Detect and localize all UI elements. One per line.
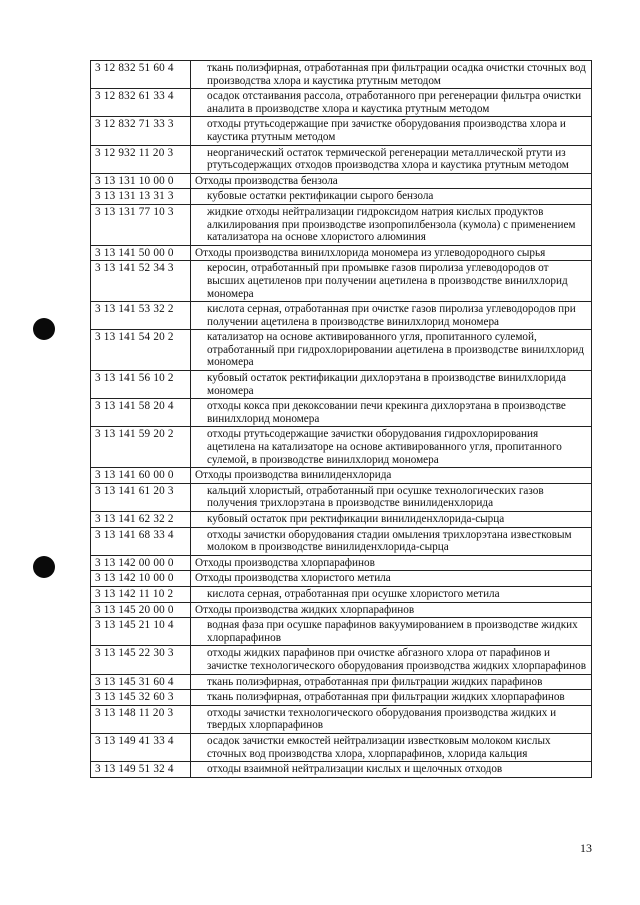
waste-description-cell: ткань полиэфирная, отработанная при фильтрации жидких хлорпарафинов [191, 690, 592, 706]
table-row [91, 61, 592, 89]
waste-description-cell: отходы зачистки технологического оборудования производства жидких и твердых хлорпарафинов [191, 705, 592, 733]
table-row [91, 399, 592, 427]
waste-code-cell: 3 13 131 10 00 0 [91, 173, 191, 189]
table-row [91, 89, 592, 117]
waste-description-cell: жидкие отходы нейтрализации гидроксидом натрия кислых продуктов алкилирования при производстве изопропилбензола (кумола) с применением катализатора на основе хлористого алюминия [191, 204, 592, 245]
waste-description-cell: ткань полиэфирная, отработанная при фильтрации осадка очистки сточных вод производства хлора и каустика ртутным методом [191, 61, 592, 89]
table-row [91, 204, 592, 245]
table-row [91, 261, 592, 302]
table-row [91, 646, 592, 674]
waste-description-cell: кубовый остаток ректификации дихлорэтана в производстве винилхлорида мономера [191, 371, 592, 399]
waste-code-cell: 3 13 148 11 20 3 [91, 705, 191, 733]
waste-code-cell: 3 12 932 11 20 3 [91, 145, 191, 173]
waste-code-cell: 3 13 142 00 00 0 [91, 555, 191, 571]
waste-code-cell: 3 13 141 52 34 3 [91, 261, 191, 302]
table-row [91, 705, 592, 733]
waste-code-cell: 3 13 145 22 30 3 [91, 646, 191, 674]
table-row [91, 690, 592, 706]
table-group-row [91, 245, 592, 261]
waste-code-cell: 3 13 141 58 20 4 [91, 399, 191, 427]
waste-code-cell: 3 13 141 50 00 0 [91, 245, 191, 261]
waste-description-cell: кислота серная, отработанная при очистке газов пиролиза углеводородов при получении ацетилена в производстве винилхлорид мономера [191, 302, 592, 330]
table-row [91, 302, 592, 330]
table-row [91, 427, 592, 468]
table-row [91, 618, 592, 646]
table-row [91, 733, 592, 761]
waste-code-cell: 3 13 141 61 20 3 [91, 483, 191, 511]
waste-description-cell: отходы взаимной нейтрализации кислых и щелочных отходов [191, 762, 592, 778]
waste-code-cell: 3 13 142 11 10 2 [91, 586, 191, 602]
table-row [91, 527, 592, 555]
waste-code-cell: 3 13 145 20 00 0 [91, 602, 191, 618]
waste-code-cell: 3 13 131 77 10 3 [91, 204, 191, 245]
waste-code-cell: 3 13 145 21 10 4 [91, 618, 191, 646]
waste-description-cell: кальций хлористый, отработанный при осушке технологических газов получения трихлорэтана в производстве винилиденхлорида [191, 483, 592, 511]
table-row [91, 586, 592, 602]
waste-description-cell: отходы кокса при декоксовании печи крекинга дихлорэтана в производстве винилхлорид мономера [191, 399, 592, 427]
waste-code-cell: 3 13 145 32 60 3 [91, 690, 191, 706]
waste-code-cell: 3 13 145 31 60 4 [91, 674, 191, 690]
table-row [91, 189, 592, 205]
waste-code-cell: 3 12 832 71 33 3 [91, 117, 191, 145]
table-row [91, 117, 592, 145]
waste-description-cell: ткань полиэфирная, отработанная при фильтрации жидких парафинов [191, 674, 592, 690]
page-number: 13 [580, 841, 592, 855]
waste-code-cell: 3 13 149 41 33 4 [91, 733, 191, 761]
table-group-row [91, 602, 592, 618]
table-group-row [91, 173, 592, 189]
waste-description-cell: катализатор на основе активированного угля, пропитанного сулемой, отработанный при гидрохлорировании ацетилена в производстве винилхлорид мономера [191, 330, 592, 371]
waste-description-cell: кубовый остаток при ректификации винилиденхлорида-сырца [191, 512, 592, 528]
waste-code-cell: 3 13 141 53 32 2 [91, 302, 191, 330]
punch-hole-mark [33, 318, 55, 340]
table-row [91, 145, 592, 173]
table-group-row [91, 555, 592, 571]
table-row [91, 762, 592, 778]
waste-code-cell: 3 13 141 56 10 2 [91, 371, 191, 399]
waste-group-title-cell: Отходы производства бензола [191, 173, 592, 189]
table-row [91, 674, 592, 690]
waste-group-title-cell: Отходы производства хлорпарафинов [191, 555, 592, 571]
table-row [91, 512, 592, 528]
waste-description-cell: кубовые остатки ректификации сырого бензола [191, 189, 592, 205]
waste-code-cell: 3 13 142 10 00 0 [91, 571, 191, 587]
waste-description-cell: осадок отстаивания рассола, отработанного при регенерации фильтра очистки аналита в производстве хлора и каустика ртутным методом [191, 89, 592, 117]
waste-code-cell: 3 13 141 59 20 2 [91, 427, 191, 468]
waste-description-cell: керосин, отработанный при промывке газов пиролиза углеводородов от высших ацетиленов при получении ацетилена в производстве винилхлорид мономера [191, 261, 592, 302]
table-row [91, 371, 592, 399]
waste-code-cell: 3 13 141 68 33 4 [91, 527, 191, 555]
waste-description-cell: неорганический остаток термической регенерации металлической ртути из ртутьсодержащих отходов производства хлора и каустика ртутным методом [191, 145, 592, 173]
waste-group-title-cell: Отходы производства жидких хлорпарафинов [191, 602, 592, 618]
waste-group-title-cell: Отходы производства винилхлорида мономера из углеводородного сырья [191, 245, 592, 261]
waste-description-cell: водная фаза при осушке парафинов вакуумированием в производстве жидких хлорпарафинов [191, 618, 592, 646]
table-group-row [91, 468, 592, 484]
waste-code-cell: 3 13 131 13 31 3 [91, 189, 191, 205]
waste-description-cell: отходы жидких парафинов при очистке абгазного хлора от парафинов и зачистке технологического оборудования производства жидких хлорпарафинов [191, 646, 592, 674]
table-group-row [91, 571, 592, 587]
table-row [91, 483, 592, 511]
waste-description-cell: отходы ртутьсодержащие при зачистке оборудования производства хлора и каустика ртутным методом [191, 117, 592, 145]
waste-group-title-cell: Отходы производства хлористого метила [191, 571, 592, 587]
table-row [91, 330, 592, 371]
waste-code-cell: 3 12 832 51 60 4 [91, 61, 191, 89]
waste-description-cell: отходы зачистки оборудования стадии омыления трихлорэтана известковым молоком в производстве винилиденхлорида-сырца [191, 527, 592, 555]
waste-codes-table [90, 60, 592, 778]
waste-description-cell: кислота серная, отработанная при осушке хлористого метила [191, 586, 592, 602]
waste-group-title-cell: Отходы производства винилиденхлорида [191, 468, 592, 484]
punch-hole-mark [33, 556, 55, 578]
waste-code-cell: 3 13 141 62 32 2 [91, 512, 191, 528]
waste-code-cell: 3 13 149 51 32 4 [91, 762, 191, 778]
waste-description-cell: осадок зачистки емкостей нейтрализации известковым молоком кислых сточных вод производства хлора, хлорпарафинов, хлорида кальция [191, 733, 592, 761]
waste-code-cell: 3 13 141 54 20 2 [91, 330, 191, 371]
table-body [91, 61, 592, 778]
waste-code-cell: 3 13 141 60 00 0 [91, 468, 191, 484]
waste-code-cell: 3 12 832 61 33 4 [91, 89, 191, 117]
waste-description-cell: отходы ртутьсодержащие зачистки оборудования гидрохлорирования ацетилена на катализаторе на основе активированного угля, пропитанного сулемой, в производстве винилхлорид мономера [191, 427, 592, 468]
